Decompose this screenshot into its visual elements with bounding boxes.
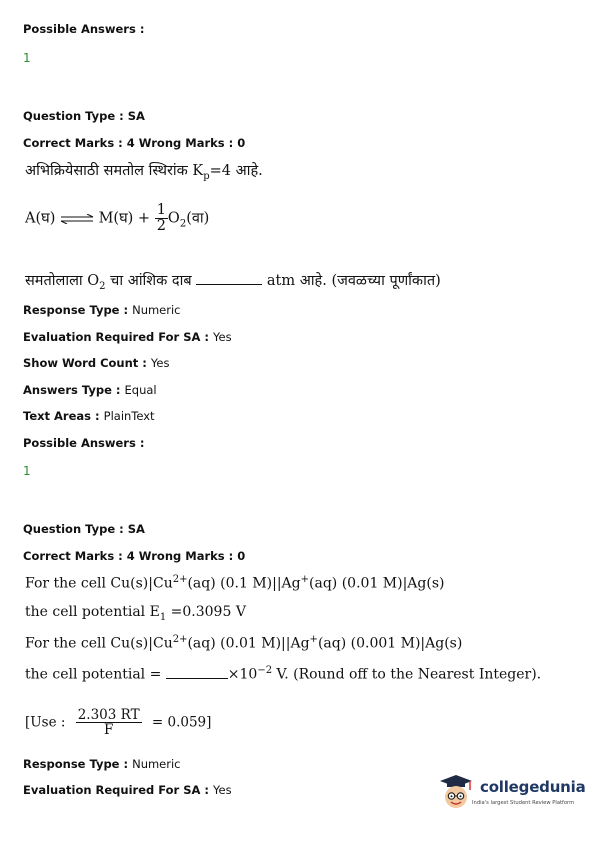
question-type: Question Type : SA <box>23 109 145 123</box>
cell-line-1: For the cell $Cu(s)|Cu^{2+}(aq)$ (0.1 M)||Ag+(aq) (0.01 M)|Ag(s) <box>25 574 445 592</box>
equilibrium-arrow-icon <box>60 214 94 224</box>
show-word-count: Show Word Count : Yes <box>23 356 170 370</box>
evaluation-required: Evaluation Required For SA : Yes <box>23 330 232 344</box>
text-areas: Text Areas : PlainText <box>23 409 155 423</box>
possible-answers-label: Possible Answers : <box>23 436 145 450</box>
possible-answer-value: 1 <box>23 464 31 478</box>
cell-line-4: the cell potential = $\times 10^{-2}$ V. (Round off to the Nearest Integer). <box>25 665 542 683</box>
rt-over-f-fraction: $\frac{2.303 RT}{F}$ <box>77 707 140 739</box>
evaluation-required: Evaluation Required For SA : Yes <box>23 783 232 797</box>
logo-wordmark: collegedunia <box>480 778 586 796</box>
possible-answer-value: 1 <box>23 51 31 65</box>
marks-line: Correct Marks : 4 Wrong Marks : 0 <box>23 549 246 563</box>
marks-line: Correct Marks : 4 Wrong Marks : 0 <box>23 136 246 150</box>
use-hint: [Use : $\frac{2.303 RT}{F}$ = 0.059] <box>25 707 212 739</box>
collegedunia-logo <box>436 772 584 820</box>
graduate-mascot-icon <box>436 772 476 816</box>
answer-blank <box>196 284 262 285</box>
response-type: Response Type : Numeric <box>23 757 181 771</box>
reaction-equation: A(घ) M(घ) + $\frac{1}{2}$ $O_2(वा)$ <box>25 202 210 235</box>
question-type: Question Type : SA <box>23 522 145 536</box>
question-line-1: अभिक्रियेसाठी समतोल स्थिरांक $K_p=4$ आहे. <box>25 163 263 182</box>
possible-answers-label: Possible Answers : <box>23 22 145 36</box>
logo-tagline: India's largest Student Review Platform <box>472 800 575 806</box>
response-type: Response Type : Numeric <box>23 303 181 317</box>
answer-blank <box>166 678 228 679</box>
half-fraction: $\frac{1}{2}$ <box>156 202 166 235</box>
answers-type: Answers Type : Equal <box>23 383 157 397</box>
cell-line-2: the cell potential $E_1 =0.3095$ V <box>25 604 246 623</box>
question-line-3: समतोलाला $O_2$ चा आंशिक दाब atm आहे. (जवळच्या पूर्णांकात) <box>25 273 441 292</box>
cell-line-3: For the cell $Cu(s)|Cu^{2+}(aq)$ (0.01 M)||Ag+(aq) (0.001 M)|Ag(s) <box>25 634 463 652</box>
